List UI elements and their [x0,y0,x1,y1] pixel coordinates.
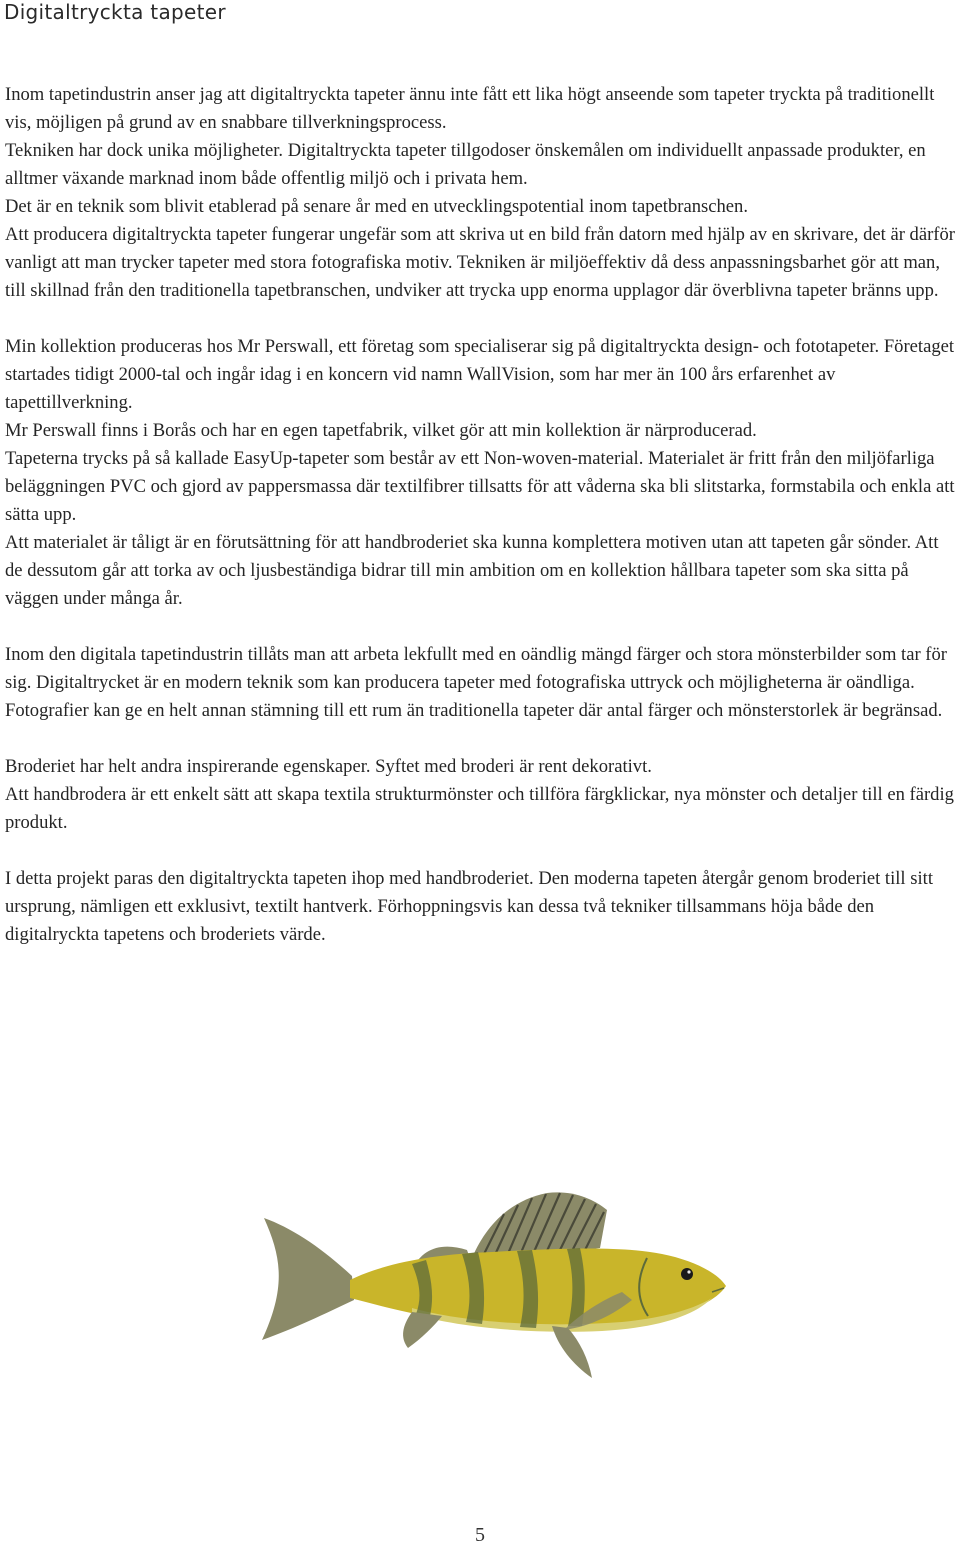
text-line: Att handbrodera är ett enkelt sätt att skapa textila strukturmönster och tillföra färgklickar, nya mönster och detaljer till en färdig produkt. [5,784,954,833]
body-text [5,81,960,949]
page-number: 5 [475,1524,485,1546]
paragraph-3 [5,641,960,725]
paragraph-5 [5,865,960,949]
text-line: Att producera digitaltryckta tapeter fungerar ungefär som att skriva ut en bild från datorn med hjälp av en skrivare, det är därför vanligt att man trycker tapeter med stora fotografiska motiv. Tekniken är miljöeffektiv då dess anpassningsbarhet gör att man, till skillnad från den traditionella tapetbranschen, undviker att trycka upp enorma upplagor där överblivna tapeter bränns upp. [5,224,955,301]
page-title: Digitaltryckta tapeter [4,0,226,24]
tail-fin [262,1218,354,1340]
text-line: Tapeterna trycks på så kallade EasyUp-tapeter som består av ett Non-woven-material. Materialet är fritt från den miljöfarliga beläggningen PVC och gjord av pappersmassa där textilfibrer tillsatts för att våderna ska bli slitstarka, formstabila och enkla att sätta upp. [5,448,955,525]
text-line: Det är en teknik som blivit etablerad på senare år med en utvecklingspotential inom tapetbranschen. [5,196,748,217]
perch-fish-illustration [262,1188,728,1384]
anal-fin [403,1312,442,1348]
fish-eye-highlight [687,1270,690,1273]
paragraph-4 [5,753,960,837]
paragraph-1 [5,81,960,305]
text-line: Min kollektion produceras hos Mr Perswall, ett företag som specialiserar sig på digitaltryckta design- och fototapeter. Företaget startades tidigt 2000-tal och ingår idag i en koncern vid namn WallVision, som har mer än 100 års erfarenhet av tapettillverkning. [5,336,955,413]
fish-eye [681,1268,693,1280]
text-line: Att materialet är tåligt är en förutsättning för att handbroderiet ska kunna komplettera motiven utan att tapeten går sönder. Att de dessutom går att torka av och ljusbeständiga bidrar till min ambition om en kollektion hållbara tapeter som ska sitta på väggen under många år. [5,532,939,609]
paragraph-2 [5,333,960,613]
text-line: Inom den digitala tapetindustrin tillåts man att arbeta lekfullt med en oändlig mängd färger och stora mönsterbilder som tar för sig. Digitaltrycket är en modern teknik som kan producera tapeter med fotografiska uttryck och möjligheterna är oändliga. Fotografier kan ge en helt annan stämning till ett rum än traditionella tapeter där antal färger och mönsterstorlek är begränsad. [5,644,947,721]
text-line: Inom tapetindustrin anser jag att digitaltryckta tapeter ännu inte fått ett lika högt anseende som tapeter tryckta på traditionellt vis, möjligen på grund av en snabbare tillverkningsprocess. [5,84,935,133]
text-line: Mr Perswall finns i Borås och har en egen tapetfabrik, vilket gör att min kollektion är närproducerad. [5,420,757,441]
pelvic-fin [552,1326,592,1378]
text-line: Broderiet har helt andra inspirerande egenskaper. Syftet med broderi är rent dekorativt. [5,756,652,777]
text-line: I detta projekt paras den digitaltryckta tapeten ihop med handbroderiet. Den moderna tapeten återgår genom broderiet till sitt ursprung, nämligen ett exklusivt, textilt hantverk. Förhoppningsvis kan dessa två tekniker tillsammans höja både den digitalryckta tapetens och broderiets värde. [5,868,933,945]
text-line: Tekniken har dock unika möjligheter. Digitaltryckta tapeter tillgodoser önskemålen om individuellt anpassade produkter, en alltmer växande marknad inom både offentlig miljö och i privata hem. [5,140,926,189]
